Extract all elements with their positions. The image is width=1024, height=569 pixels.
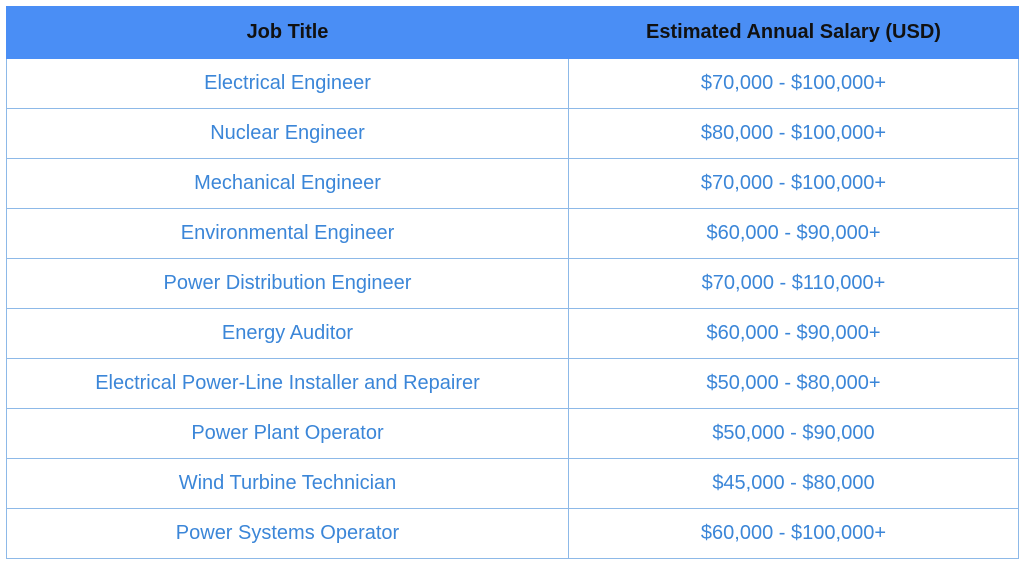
salary-cell: $60,000 - $90,000+ [569, 209, 1019, 259]
table-row [7, 409, 1019, 459]
job-title-cell: Power Plant Operator [7, 409, 569, 459]
job-title-cell: Mechanical Engineer [7, 159, 569, 209]
salary-cell: $60,000 - $90,000+ [569, 309, 1019, 359]
table-row [7, 209, 1019, 259]
job-title-cell: Environmental Engineer [7, 209, 569, 259]
table-row [7, 359, 1019, 409]
header-estimated-salary: Estimated Annual Salary (USD) [569, 7, 1019, 59]
table-row [7, 509, 1019, 559]
salary-cell: $50,000 - $80,000+ [569, 359, 1019, 409]
header-row [7, 7, 1019, 59]
table-row [7, 159, 1019, 209]
salary-cell: $70,000 - $110,000+ [569, 259, 1019, 309]
salary-cell: $70,000 - $100,000+ [569, 59, 1019, 109]
table-row [7, 309, 1019, 359]
table-row [7, 109, 1019, 159]
job-title-cell: Nuclear Engineer [7, 109, 569, 159]
table-row [7, 59, 1019, 109]
job-title-cell: Electrical Power-Line Installer and Repairer [7, 359, 569, 409]
job-title-cell: Power Systems Operator [7, 509, 569, 559]
job-title-cell: Electrical Engineer [7, 59, 569, 109]
salary-cell: $60,000 - $100,000+ [569, 509, 1019, 559]
salary-cell: $50,000 - $90,000 [569, 409, 1019, 459]
job-title-cell: Power Distribution Engineer [7, 259, 569, 309]
salary-table [6, 6, 1019, 559]
table-header [7, 7, 1019, 59]
salary-cell: $45,000 - $80,000 [569, 459, 1019, 509]
salary-cell: $80,000 - $100,000+ [569, 109, 1019, 159]
table-row [7, 459, 1019, 509]
salary-table-container [6, 6, 1018, 559]
table-body [7, 59, 1019, 559]
job-title-cell: Energy Auditor [7, 309, 569, 359]
job-title-cell: Wind Turbine Technician [7, 459, 569, 509]
salary-cell: $70,000 - $100,000+ [569, 159, 1019, 209]
table-row [7, 259, 1019, 309]
header-job-title: Job Title [7, 7, 569, 59]
